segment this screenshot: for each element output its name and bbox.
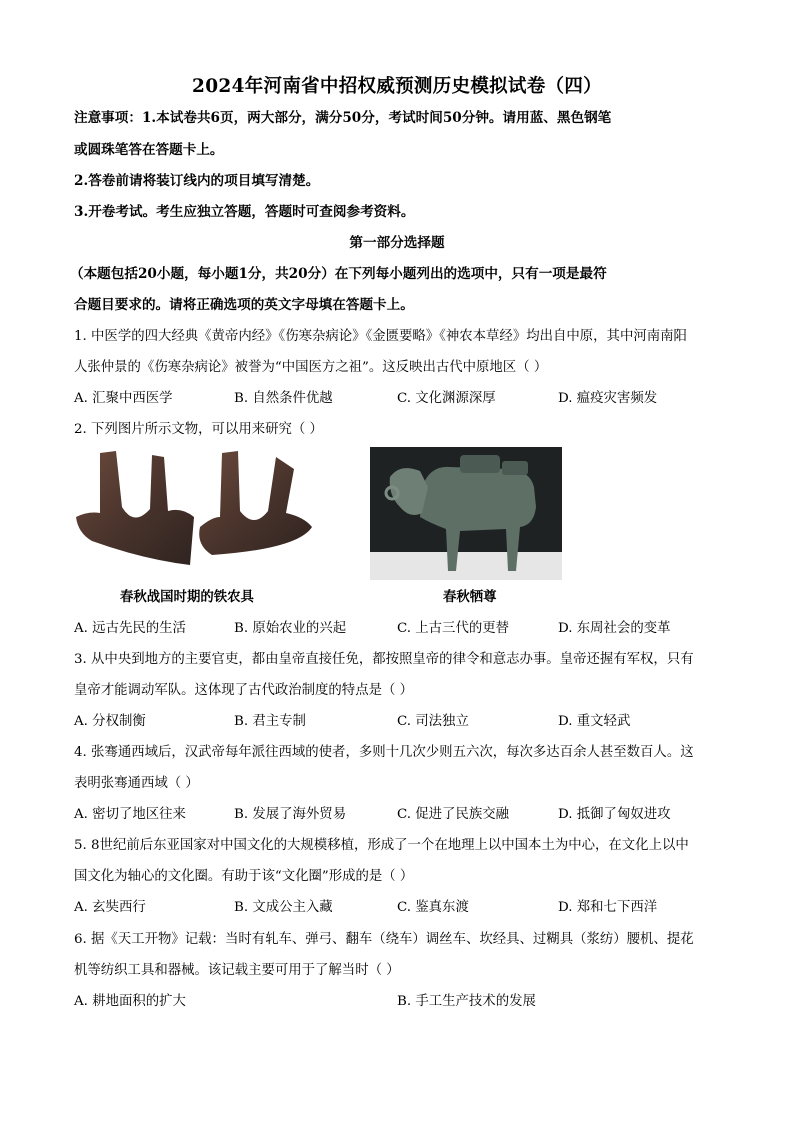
bronze-ox-zun-image (370, 447, 562, 580)
question-3-line-2: 皇帝才能调动军队。这体现了古代政治制度的特点是（ ） (74, 683, 414, 698)
question-1-line-2: 人张仲景的《伤寒杂病论》被誉为“中国医方之祖”。这反映出古代中原地区（ ） (74, 360, 548, 375)
q4-option-a[interactable]: A. 密切了地区往来 (74, 807, 186, 822)
q4-option-c[interactable]: C. 促进了民族交融 (397, 807, 510, 822)
notes-line-2: 或圆珠笔答在答题卡上。 (74, 142, 224, 158)
q2-option-c[interactable]: C. 上古三代的更替 (397, 621, 510, 636)
q3-option-b[interactable]: B. 君主专制 (234, 714, 306, 729)
question-1-line-1: 1. 中医学的四大经典《黄帝内经》《伤寒杂病论》《金匮要略》《神农本草经》均出自中原，其中河南南阳 (74, 329, 687, 344)
question-6-line-2: 机等纺织工具和器械。该记载主要可用于了解当时（ ） (74, 963, 400, 978)
iron-tools-image (72, 447, 320, 572)
question-5-line-1: 5. 8世纪前后东亚国家对中国文化的大规模移植，形成了一个在地理上以中国本土为中心，在文化上以中 (74, 838, 689, 853)
notes-line-1: 注意事项：1.本试卷共6页，两大部分，满分50分，考试时间50分钟。请用蓝、黑色钢笔 (74, 110, 612, 126)
q2-option-a[interactable]: A. 远古先民的生活 (74, 621, 186, 636)
q1-option-a[interactable]: A. 汇聚中西医学 (74, 391, 173, 406)
section-heading: 第一部分选择题 (349, 235, 445, 251)
q1-option-c[interactable]: C. 文化渊源深厚 (397, 391, 496, 406)
section-instruction-1: （本题包括20小题，每小题1分，共20分）在下列每小题列出的选项中，只有一项是最符 (70, 266, 607, 282)
q3-option-a[interactable]: A. 分权制衡 (74, 714, 146, 729)
question-5-line-2: 国文化为轴心的文化圈。有助于该“文化圈”形成的是（ ） (74, 869, 414, 884)
question-4-line-1: 4. 张骞通西域后，汉武帝每年派往西域的使者，多则十几次少则五六次，每次多达百余人甚至数百人。这 (74, 745, 694, 760)
q6-option-b[interactable]: B. 手工生产技术的发展 (397, 994, 536, 1009)
notes-line-3: 2.答卷前请将装订线内的项目填写清楚。 (74, 173, 320, 189)
q2-option-d[interactable]: D. 东周社会的变革 (558, 621, 671, 636)
section-instruction-2: 合题目要求的。请将正确选项的英文字母填在答题卡上。 (74, 297, 414, 313)
q6-option-a[interactable]: A. 耕地面积的扩大 (74, 994, 186, 1009)
q5-option-d[interactable]: D. 郑和七下西洋 (558, 900, 658, 915)
q3-option-c[interactable]: C. 司法独立 (397, 714, 469, 729)
q4-option-d[interactable]: D. 抵御了匈奴进攻 (558, 807, 671, 822)
exam-title: 2024年河南省中招权威预测历史模拟试卷（四） (192, 76, 602, 97)
q4-option-b[interactable]: B. 发展了海外贸易 (234, 807, 347, 822)
question-2-line-1: 2. 下列图片所示文物，可以用来研究（ ） (74, 422, 323, 437)
q5-option-c[interactable]: C. 鉴真东渡 (397, 900, 469, 915)
iron-tools-caption: 春秋战国时期的铁农具 (120, 589, 254, 605)
question-3-line-1: 3. 从中央到地方的主要官吏，都由皇帝直接任免，都按照皇帝的律令和意志办事。皇帝还握有军权，只有 (74, 652, 694, 667)
q1-option-d[interactable]: D. 瘟疫灾害频发 (558, 391, 658, 406)
q2-option-b[interactable]: B. 原始农业的兴起 (234, 621, 347, 636)
q1-option-b[interactable]: B. 自然条件优越 (234, 391, 333, 406)
q3-option-d[interactable]: D. 重文轻武 (558, 714, 631, 729)
ox-zun-caption: 春秋牺尊 (443, 589, 497, 605)
question-6-line-1: 6. 据《天工开物》记载：当时有轧车、弹弓、翻车（绕车）调丝车、坎经具、过糊具（浆纺）腰机、提花 (74, 932, 694, 947)
notes-line-4: 3.开卷考试。考生应独立答题，答题时可查阅参考资料。 (74, 204, 415, 220)
question-4-line-2: 表明张骞通西域（ ） (74, 776, 199, 791)
q5-option-b[interactable]: B. 文成公主入藏 (234, 900, 333, 915)
q5-option-a[interactable]: A. 玄奘西行 (74, 900, 146, 915)
